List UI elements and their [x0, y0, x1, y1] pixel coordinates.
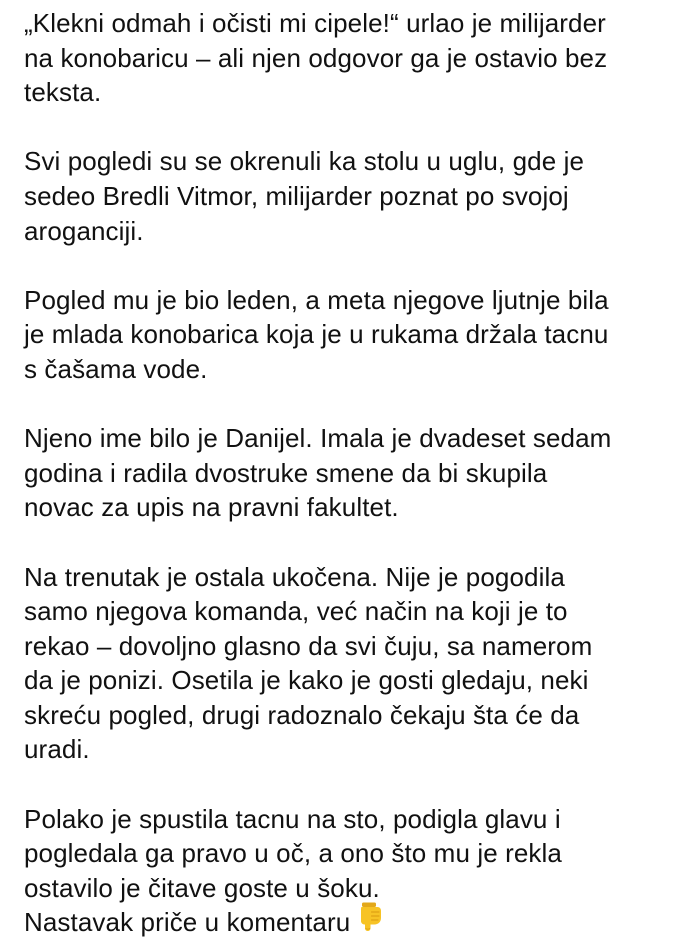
text-line: Pogled mu je bio leden, a meta njegove ljutnje bila [24, 284, 609, 315]
text-line: „Klekni odmah i očisti mi cipele!“ urlao je milijarder [24, 8, 606, 38]
paragraph-3 [24, 283, 684, 387]
paragraph-5 [24, 560, 684, 768]
text-line: aroganciji. [24, 215, 144, 246]
text-line: Na trenutak je ostala ukočena. Nije je pogodila [24, 561, 565, 592]
text-line: teksta. [24, 77, 102, 108]
text-line: uradi. [24, 734, 90, 765]
paragraph-4 [24, 421, 684, 525]
text-line: Njeno ime bilo je Danijel. Imala je dvadeset sedam [24, 423, 612, 454]
text-line: ostavilo je čitave goste u šoku. [24, 872, 380, 903]
post-text [24, 6, 684, 944]
text-line: rekao – dovoljno glasno da svi čuju, sa namerom [24, 630, 593, 661]
paragraph-1 [24, 6, 684, 110]
text-line: skreću pogled, drugi radoznalo čekaju šta će da [24, 699, 580, 730]
text-line: pogledala ga pravo u oč, a ono što mu je rekla [24, 838, 562, 869]
text-line: novac za upis na pravni fakultet. [24, 492, 399, 523]
text-line: da je ponizi. Osetila je kako je gosti gledaju, neki [24, 665, 589, 696]
text-line: Svi pogledi su se okrenuli ka stolu u uglu, gde je [24, 146, 585, 177]
text-line: s čašama vode. [24, 353, 208, 384]
text-line: je mlada konobarica koja je u rukama držala tacnu [24, 319, 609, 350]
text-line: samo njegova komanda, već način na koji je to [24, 596, 568, 627]
text-line: sedeo Bredli Vitmor, milijarder poznat po svojoj [24, 180, 569, 211]
pointing-down-hand-icon [358, 902, 384, 941]
text-line: godina i radila dvostruke smene da bi skupila [24, 457, 548, 488]
closing-line [24, 905, 684, 944]
text-line: Polako je spustila tacnu na sto, podigla glavu i [24, 803, 561, 834]
paragraph-2 [24, 144, 684, 248]
paragraph-6 [24, 802, 684, 944]
text-line: na konobaricu – ali njen odgovor ga je ostavio bez [24, 42, 608, 73]
closing-text: Nastavak priče u komentaru [24, 907, 351, 938]
